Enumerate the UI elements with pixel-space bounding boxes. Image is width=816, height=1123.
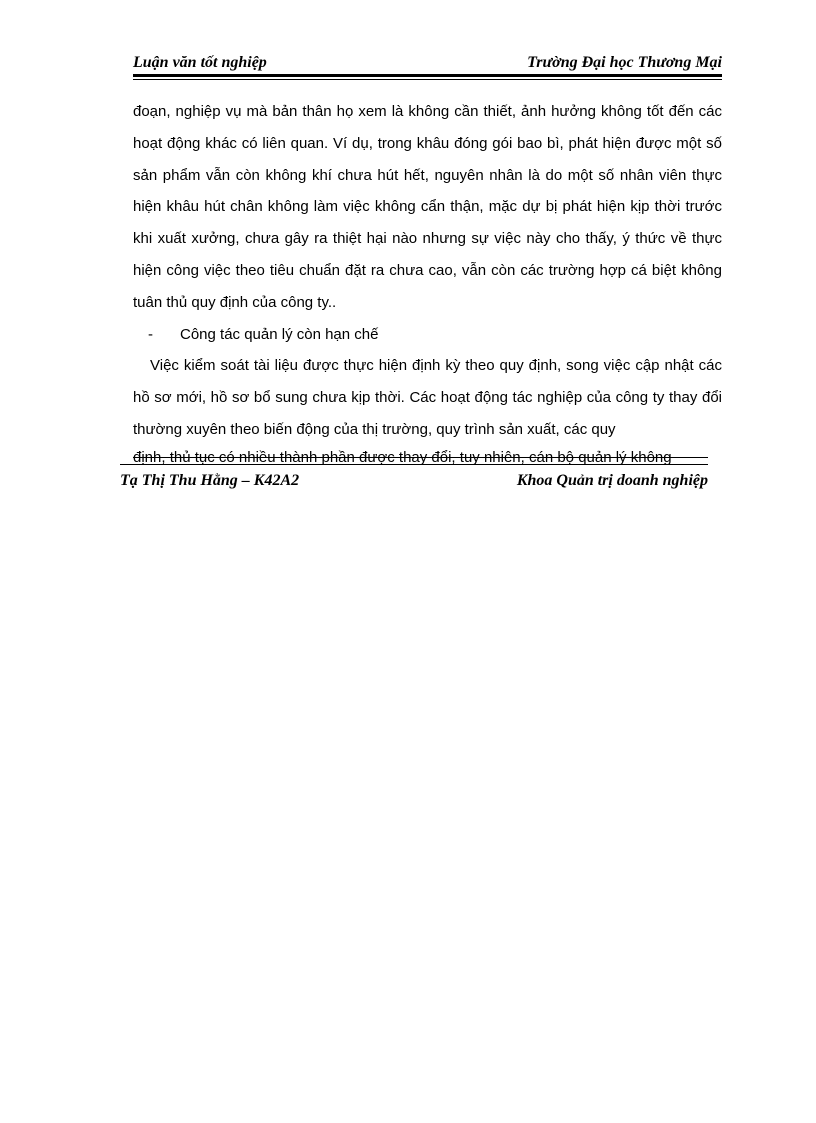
cut-off-line-text: định, thủ tục có nhiều thành phần được thay đổi, tuy nhiên, cán bộ quản lý không [133, 450, 672, 464]
paragraph-1: đoạn, nghiệp vụ mà bản thân họ xem là không cần thiết, ảnh hưởng không tốt đến các hoạt động khác có liên quan. Ví dụ, trong khâu đóng gói bao bì, phát hiện được một số sản phẩm vẫn còn không khí chưa hút hết, nguyên nhân là do một số nhân viên thực hiện khâu hút chân không làm việc không cẩn thận, mặc dự bị phát hiện kịp thời trước khi xuất xưởng, chưa gây ra thiệt hại nào nhưng sự việc này cho thấy, ý thức về thực hiện công việc theo tiêu chuẩn đặt ra chưa cao, vẫn còn các trường hợp cá biệt không tuân thủ quy định của công ty.. [133, 103, 722, 311]
footer-right-text: Khoa Quản trị doanh nghiệp [516, 472, 708, 489]
header-rule-thick [133, 74, 722, 77]
paragraph-2: Việc kiểm soát tài liệu được thực hiện định kỳ theo quy định, song việc cập nhật các hồ sơ mới, hồ sơ bổ sung chưa kịp thời. Các hoạt động tác nghiệp của công ty thay đổi thường xuyên theo biến động của thị trường, quy trình sản xuất, các quy [133, 357, 722, 438]
cut-off-line [133, 450, 708, 464]
header-rule-thin [133, 79, 722, 80]
footer-rule [120, 464, 708, 465]
strike-rule [133, 457, 708, 458]
bullet-text: Công tác quản lý còn hạn chế [180, 325, 379, 343]
bullet-dash: - [148, 325, 153, 343]
footer-left-text: Tạ Thị Thu Hằng – K42A2 [120, 472, 300, 489]
page-footer [120, 472, 708, 494]
body-text [133, 96, 722, 446]
header-left-text: Luận văn tốt nghiệp [133, 54, 267, 71]
page-header [133, 52, 722, 74]
bullet-item [133, 319, 722, 351]
header-right-text: Trường Đại học Thương Mại [527, 54, 722, 71]
